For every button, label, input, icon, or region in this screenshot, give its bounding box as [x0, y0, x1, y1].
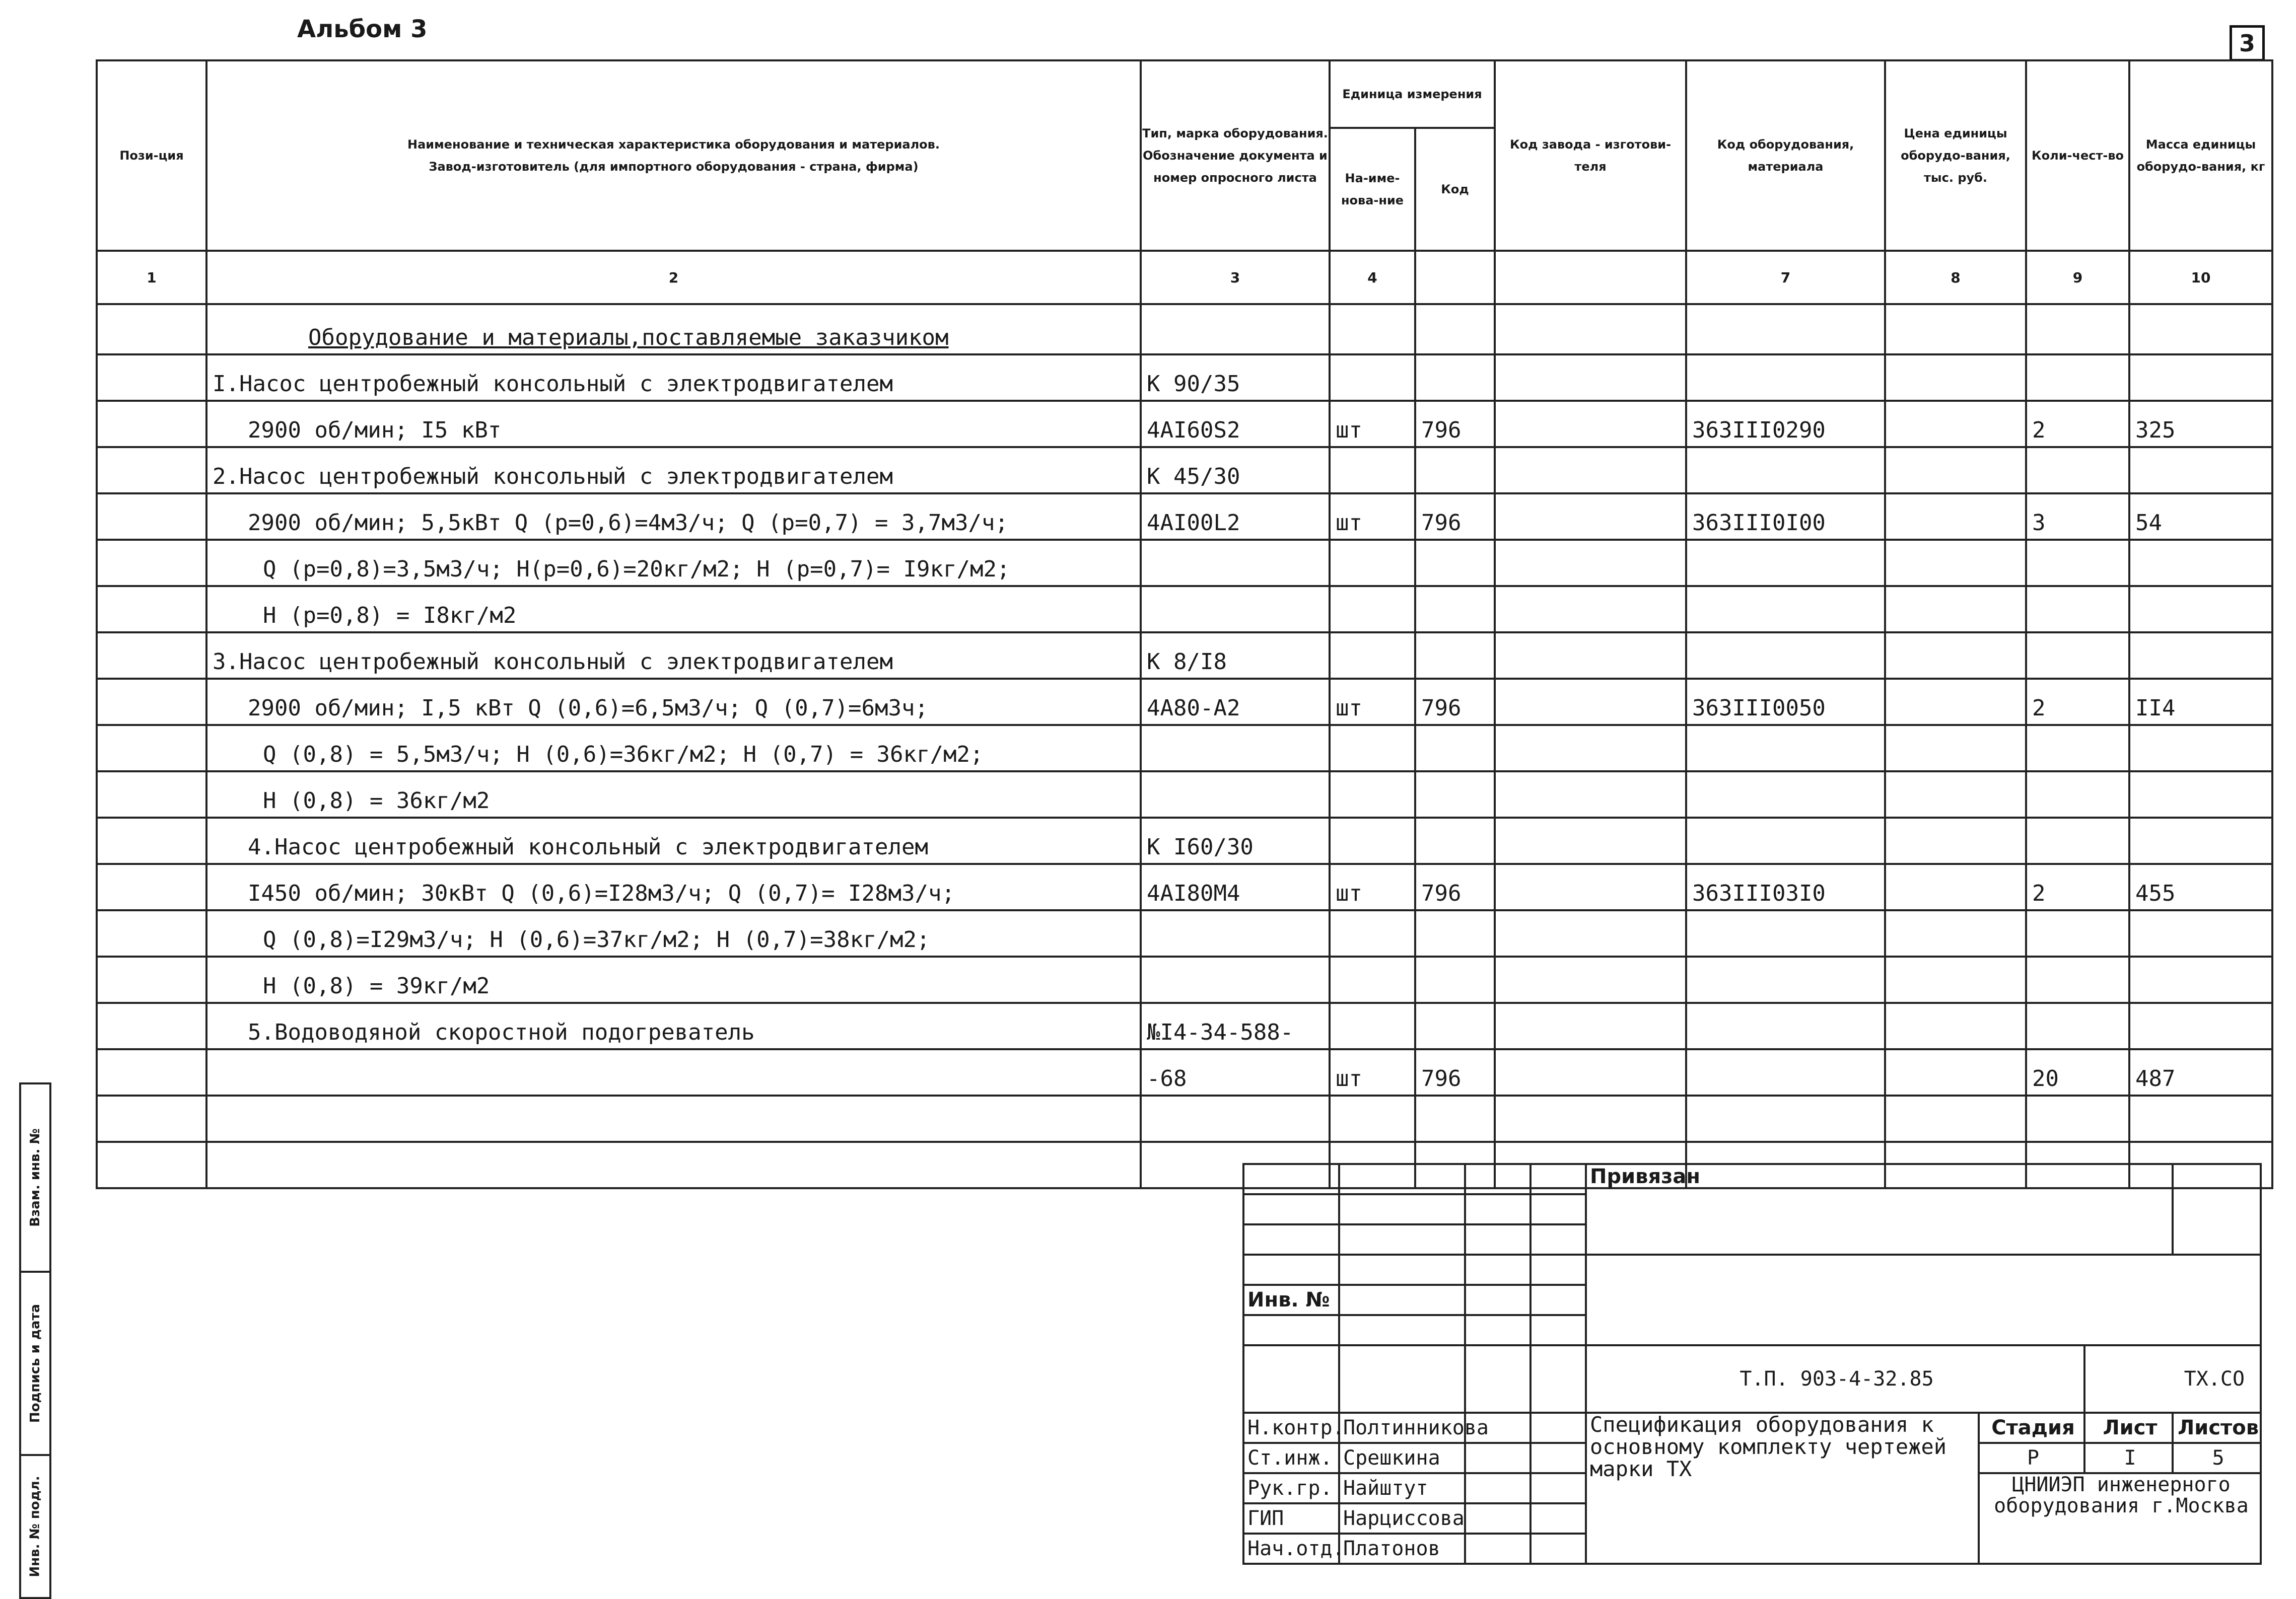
col-number: 9 — [2026, 251, 2129, 304]
col-number — [1415, 251, 1495, 304]
table-row — [97, 864, 2272, 910]
unit-code-cell — [1415, 1096, 1495, 1142]
table-row — [97, 1096, 2272, 1142]
table-row — [97, 354, 2272, 401]
price-cell — [1885, 447, 2026, 493]
position-cell — [97, 725, 206, 771]
unit-name-cell: шт — [1330, 1049, 1415, 1096]
qty-cell — [2026, 725, 2129, 771]
unit-code-cell — [1415, 957, 1495, 1003]
unit-name-cell: шт — [1330, 493, 1415, 540]
title-block — [1242, 1163, 2262, 1565]
equip-code-cell — [1686, 586, 1885, 632]
type-cell — [1141, 957, 1330, 1003]
unit-name-cell — [1330, 725, 1415, 771]
name-cell: H (p=0,8) = I8кг/м2 — [206, 586, 1141, 632]
equip-code-cell: 363III0290 — [1686, 401, 1885, 447]
hdr-factory-code: Код завода - изготови-теля — [1495, 60, 1686, 251]
unit-code-cell — [1415, 632, 1495, 679]
unit-name-cell — [1330, 632, 1415, 679]
name-cell: 2.Насос центробежный консольный с электродвигателем — [206, 447, 1141, 493]
qty-cell — [2026, 1096, 2129, 1142]
factory-code-cell — [1495, 910, 1686, 957]
unit-code-cell — [1415, 1003, 1495, 1049]
type-cell: 4АI00L2 — [1141, 493, 1330, 540]
doc-mark: ТХ.СО — [2084, 1345, 2261, 1413]
price-cell — [1885, 540, 2026, 586]
qty-cell — [2026, 910, 2129, 957]
signer-role: Н.контр. — [1243, 1413, 1339, 1443]
position-cell — [97, 1003, 206, 1049]
sidebar-cell-inv — [19, 1454, 51, 1599]
hdr-unit-code: Код — [1415, 128, 1495, 251]
unit-name-cell — [1330, 447, 1415, 493]
qty-cell — [2026, 586, 2129, 632]
price-cell — [1885, 586, 2026, 632]
position-cell — [97, 354, 206, 401]
sheets-label: Листов — [2173, 1413, 2261, 1443]
table-row — [97, 540, 2272, 586]
signer-name: Срешкина — [1339, 1443, 1465, 1473]
factory-code-cell — [1495, 864, 1686, 910]
mass-cell — [2129, 354, 2272, 401]
qty-cell: 2 — [2026, 864, 2129, 910]
type-cell — [1141, 725, 1330, 771]
name-cell: Q (0,8)=I29м3/ч; H (0,6)=37кг/м2; H (0,7)=38кг/м2; — [206, 910, 1141, 957]
hdr-name-line2: Завод-изготовитель (для импортного оборудования - страна, фирма) — [429, 160, 919, 174]
type-cell: К 45/30 — [1141, 447, 1330, 493]
position-cell — [97, 957, 206, 1003]
sidebar-label: Подпись и дата — [28, 1303, 43, 1423]
unit-code-cell: 796 — [1415, 401, 1495, 447]
type-cell: К 8/I8 — [1141, 632, 1330, 679]
sidebar-cell-sign — [19, 1271, 51, 1454]
mass-cell — [2129, 957, 2272, 1003]
signer-name: Нарциссова — [1339, 1503, 1465, 1534]
qty-cell — [2026, 632, 2129, 679]
mass-cell — [2129, 725, 2272, 771]
price-cell — [1885, 957, 2026, 1003]
position-cell — [97, 864, 206, 910]
type-cell: 4АI60S2 — [1141, 401, 1330, 447]
position-cell — [97, 540, 206, 586]
qty-cell — [2026, 540, 2129, 586]
organization: ЦНИИЭП инженерного оборудования г.Москва — [1979, 1473, 2261, 1564]
price-cell — [1885, 401, 2026, 447]
mass-cell: II4 — [2129, 679, 2272, 725]
name-cell: I.Насос центробежный консольный с электродвигателем — [206, 354, 1141, 401]
factory-code-cell — [1495, 1049, 1686, 1096]
signer-role: Рук.гр. — [1243, 1473, 1339, 1503]
price-cell — [1885, 725, 2026, 771]
col-number — [1495, 251, 1686, 304]
unit-code-cell — [1415, 818, 1495, 864]
qty-cell — [2026, 354, 2129, 401]
type-cell — [1141, 1096, 1330, 1142]
hdr-name-line1: Наименование и техническая характеристика оборудования и материалов. — [407, 137, 940, 152]
unit-code-cell: 796 — [1415, 493, 1495, 540]
position-cell — [97, 1049, 206, 1096]
name-cell: 5.Водоводяной скоростной подогреватель — [206, 1003, 1141, 1049]
stage-value: Р — [1979, 1443, 2084, 1473]
factory-code-cell — [1495, 1003, 1686, 1049]
col-number: 3 — [1141, 251, 1330, 304]
table-row — [97, 586, 2272, 632]
doc-title: Спецификация оборудования к основному комплекту чертежей марки ТХ — [1586, 1413, 1979, 1564]
mass-cell — [2129, 1096, 2272, 1142]
specification-table — [96, 59, 2273, 1189]
unit-code-cell — [1415, 354, 1495, 401]
position-cell — [97, 818, 206, 864]
table-row — [97, 818, 2272, 864]
sheet-number: 3 — [2230, 25, 2265, 61]
sheets-value: 5 — [2173, 1443, 2261, 1473]
equip-code-cell: 363III03I0 — [1686, 864, 1885, 910]
qty-cell: 2 — [2026, 679, 2129, 725]
table-row — [97, 447, 2272, 493]
unit-code-cell — [1415, 910, 1495, 957]
hdr-mass: Масса единицы оборудо-вания, кг — [2129, 60, 2272, 251]
col-number: 1 — [97, 251, 206, 304]
col-number: 10 — [2129, 251, 2272, 304]
unit-name-cell — [1330, 1003, 1415, 1049]
price-cell — [1885, 354, 2026, 401]
inv-no-label: Инв. № — [1243, 1285, 1339, 1315]
signer-role: Нач.отд. — [1243, 1534, 1339, 1564]
factory-code-cell — [1495, 354, 1686, 401]
hdr-qty: Коли-чест-во — [2026, 60, 2129, 251]
binding-sidebar — [19, 1082, 51, 1599]
unit-code-cell: 796 — [1415, 1049, 1495, 1096]
type-cell — [1141, 910, 1330, 957]
position-cell — [97, 493, 206, 540]
hdr-type: Тип, марка оборудования. Обозначение документа и номер опросного листа — [1141, 60, 1330, 251]
type-cell: 4АI80М4 — [1141, 864, 1330, 910]
mass-cell: 325 — [2129, 401, 2272, 447]
factory-code-cell — [1495, 632, 1686, 679]
name-cell: Q (p=0,8)=3,5м3/ч; H(p=0,6)=20кг/м2; H (p=0,7)= I9кг/м2; — [206, 540, 1141, 586]
col-number: 7 — [1686, 251, 1885, 304]
price-cell — [1885, 818, 2026, 864]
qty-cell: 3 — [2026, 493, 2129, 540]
price-cell — [1885, 910, 2026, 957]
sidebar-cell-vzam — [19, 1082, 51, 1271]
position-cell — [97, 1142, 206, 1188]
sheet-label: Лист — [2084, 1413, 2173, 1443]
position-cell — [97, 771, 206, 818]
col-number: 4 — [1330, 251, 1415, 304]
factory-code-cell — [1495, 447, 1686, 493]
name-cell: 2900 об/мин; 5,5кВт Q (p=0,6)=4м3/ч; Q (p=0,7) = 3,7м3/ч; — [206, 493, 1141, 540]
type-cell: -68 — [1141, 1049, 1330, 1096]
type-cell: №I4-34-588- — [1141, 1003, 1330, 1049]
equip-code-cell — [1686, 354, 1885, 401]
table-row — [97, 493, 2272, 540]
signer-role: Ст.инж. — [1243, 1443, 1339, 1473]
qty-cell — [2026, 1003, 2129, 1049]
signer-role: ГИП — [1243, 1503, 1339, 1534]
position-cell — [97, 401, 206, 447]
factory-code-cell — [1495, 725, 1686, 771]
table-row — [97, 725, 2272, 771]
hdr-unit-name: На-име-нова-ние — [1330, 128, 1415, 251]
name-cell: 3.Насос центробежный консольный с электродвигателем — [206, 632, 1141, 679]
price-cell — [1885, 679, 2026, 725]
signer-name: Полтинникова — [1339, 1413, 1465, 1443]
name-cell: 4.Насос центробежный консольный с электродвигателем — [206, 818, 1141, 864]
sheet-value: I — [2084, 1443, 2173, 1473]
unit-code-cell — [1415, 540, 1495, 586]
qty-cell — [2026, 957, 2129, 1003]
unit-name-cell — [1330, 354, 1415, 401]
section-title-row — [97, 304, 2272, 354]
header-row — [97, 60, 2272, 128]
price-cell — [1885, 1096, 2026, 1142]
column-number-row — [97, 251, 2272, 304]
signature — [1465, 1534, 1530, 1564]
unit-name-cell: шт — [1330, 864, 1415, 910]
table-row — [97, 910, 2272, 957]
position-cell — [97, 632, 206, 679]
name-cell: 2900 об/мин; I,5 кВт Q (0,6)=6,5м3/ч; Q (0,7)=6м3ч; — [206, 679, 1141, 725]
equip-code-cell: 363III0050 — [1686, 679, 1885, 725]
position-cell — [97, 910, 206, 957]
hdr-equip-code: Код оборудования, материала — [1686, 60, 1885, 251]
price-cell — [1885, 864, 2026, 910]
table-row — [97, 679, 2272, 725]
section-title: Оборудование и материалы,поставляемые заказчиком — [206, 304, 1141, 354]
unit-name-cell — [1330, 818, 1415, 864]
factory-code-cell — [1495, 771, 1686, 818]
factory-code-cell — [1495, 679, 1686, 725]
name-cell: H (0,8) = 36кг/м2 — [206, 771, 1141, 818]
price-cell — [1885, 493, 2026, 540]
mass-cell — [2129, 910, 2272, 957]
mass-cell — [2129, 632, 2272, 679]
mass-cell — [2129, 1003, 2272, 1049]
name-cell — [206, 1049, 1141, 1096]
unit-code-cell — [1415, 725, 1495, 771]
unit-code-cell: 796 — [1415, 679, 1495, 725]
mass-cell — [2129, 586, 2272, 632]
qty-cell — [2026, 818, 2129, 864]
factory-code-cell — [1495, 1096, 1686, 1142]
position-cell — [97, 447, 206, 493]
table-row — [97, 1003, 2272, 1049]
type-cell — [1141, 771, 1330, 818]
equip-code-cell — [1686, 1096, 1885, 1142]
mass-cell — [2129, 771, 2272, 818]
table-row — [97, 401, 2272, 447]
equip-code-cell — [1686, 957, 1885, 1003]
unit-code-cell — [1415, 447, 1495, 493]
signature — [1465, 1503, 1530, 1534]
price-cell — [1885, 632, 2026, 679]
mass-cell: 54 — [2129, 493, 2272, 540]
table-row — [97, 1049, 2272, 1096]
table-row — [97, 771, 2272, 818]
unit-code-cell — [1415, 771, 1495, 818]
name-cell: I450 об/мин; 30кВт Q (0,6)=I28м3/ч; Q (0,7)= I28м3/ч; — [206, 864, 1141, 910]
signature — [1465, 1473, 1530, 1503]
table-row — [97, 632, 2272, 679]
qty-cell: 2 — [2026, 401, 2129, 447]
equip-code-cell — [1686, 447, 1885, 493]
unit-name-cell — [1330, 957, 1415, 1003]
equip-code-cell — [1686, 540, 1885, 586]
signature — [1465, 1443, 1530, 1473]
equip-code-cell — [1686, 1049, 1885, 1096]
equip-code-cell — [1686, 818, 1885, 864]
price-cell — [1885, 1003, 2026, 1049]
type-cell: К I60/30 — [1141, 818, 1330, 864]
hdr-name — [206, 60, 1141, 251]
equip-code-cell — [1686, 632, 1885, 679]
equip-code-cell — [1686, 771, 1885, 818]
unit-name-cell — [1330, 586, 1415, 632]
position-cell — [97, 679, 206, 725]
unit-name-cell: шт — [1330, 401, 1415, 447]
unit-name-cell — [1330, 1096, 1415, 1142]
name-cell — [206, 1096, 1141, 1142]
mass-cell — [2129, 540, 2272, 586]
hdr-position: Пози-ция — [97, 60, 206, 251]
equip-code-cell — [1686, 1003, 1885, 1049]
equip-code-cell — [1686, 725, 1885, 771]
mass-cell — [2129, 818, 2272, 864]
price-cell — [1885, 1049, 2026, 1096]
col-number: 2 — [206, 251, 1141, 304]
name-cell: 2900 об/мин; I5 кВт — [206, 401, 1141, 447]
type-cell: К 90/35 — [1141, 354, 1330, 401]
qty-cell — [2026, 771, 2129, 818]
unit-name-cell — [1330, 540, 1415, 586]
unit-name-cell — [1330, 771, 1415, 818]
factory-code-cell — [1495, 540, 1686, 586]
stage-label: Стадия — [1979, 1413, 2084, 1443]
hdr-price: Цена единицы оборудо-вания, тыс. руб. — [1885, 60, 2026, 251]
factory-code-cell — [1495, 401, 1686, 447]
mass-cell — [2129, 447, 2272, 493]
factory-code-cell — [1495, 586, 1686, 632]
name-cell: Q (0,8) = 5,5м3/ч; H (0,6)=36кг/м2; H (0,7) = 36кг/м2; — [206, 725, 1141, 771]
price-cell — [1885, 771, 2026, 818]
unit-name-cell: шт — [1330, 679, 1415, 725]
privyazan-label: Привязан — [1586, 1164, 2173, 1255]
equip-code-cell — [1686, 910, 1885, 957]
factory-code-cell — [1495, 493, 1686, 540]
position-cell — [97, 586, 206, 632]
type-cell — [1141, 540, 1330, 586]
factory-code-cell — [1495, 818, 1686, 864]
unit-code-cell — [1415, 586, 1495, 632]
equip-code-cell: 363III0I00 — [1686, 493, 1885, 540]
sidebar-label: Взам. инв. № — [28, 1128, 43, 1227]
sidebar-label: Инв. № подл. — [28, 1476, 43, 1577]
name-cell: H (0,8) = 39кг/м2 — [206, 957, 1141, 1003]
qty-cell: 20 — [2026, 1049, 2129, 1096]
unit-code-cell: 796 — [1415, 864, 1495, 910]
signer-name: Найштут — [1339, 1473, 1465, 1503]
album-label: Альбом 3 — [297, 15, 428, 43]
hdr-unit-group: Единица измерения — [1330, 60, 1495, 128]
type-cell: 4А80-А2 — [1141, 679, 1330, 725]
type-cell — [1141, 586, 1330, 632]
unit-name-cell — [1330, 910, 1415, 957]
col-number: 8 — [1885, 251, 2026, 304]
qty-cell — [2026, 447, 2129, 493]
mass-cell: 487 — [2129, 1049, 2272, 1096]
position-cell — [97, 1096, 206, 1142]
mass-cell: 455 — [2129, 864, 2272, 910]
doc-code: Т.П. 903-4-32.85 — [1586, 1345, 2084, 1413]
table-row — [97, 957, 2272, 1003]
signer-name: Платонов — [1339, 1534, 1465, 1564]
factory-code-cell — [1495, 957, 1686, 1003]
name-cell — [206, 1142, 1141, 1188]
